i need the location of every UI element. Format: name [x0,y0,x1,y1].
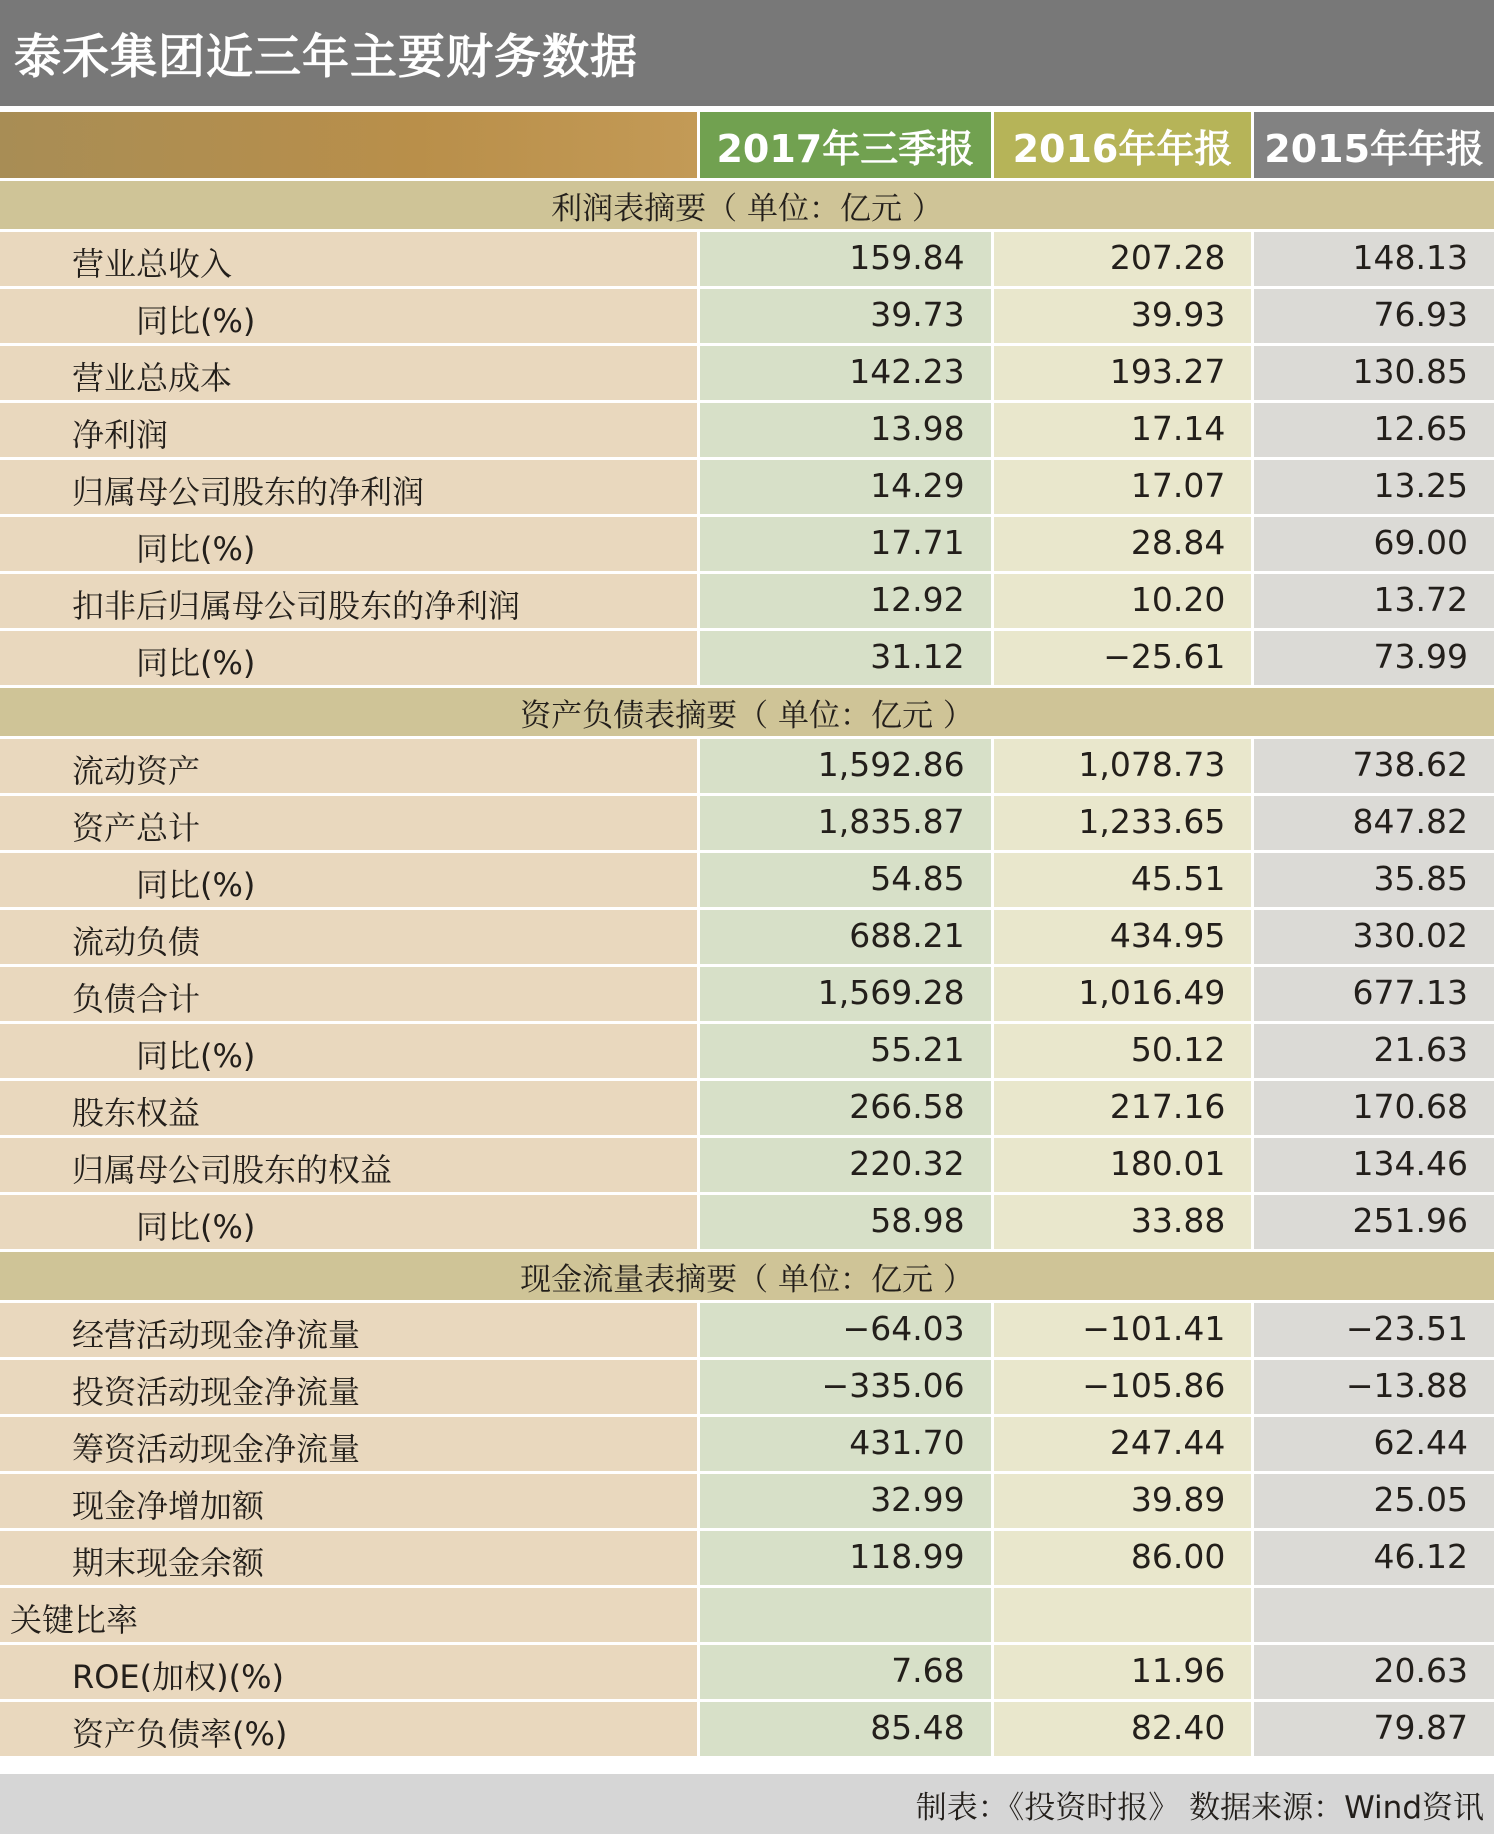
table-row [0,289,1494,343]
value-2017q3 [700,1588,991,1642]
row-label: 同比(%) [0,853,697,907]
value-2016: 17.07 [994,460,1252,514]
value-2017q3: 1,835.87 [700,796,991,850]
value-2016: 82.40 [994,1702,1252,1756]
table-row [0,1195,1494,1249]
table-row [0,1474,1494,1528]
value-2015: 847.82 [1254,796,1494,850]
row-label: 关键比率 [0,1588,697,1642]
table-row [0,910,1494,964]
row-label: 经营活动现金净流量 [0,1303,697,1357]
table-row [0,460,1494,514]
table-row [0,1081,1494,1135]
value-2015: 12.65 [1254,403,1494,457]
row-label: 营业总收入 [0,232,697,286]
value-2017q3: 58.98 [700,1195,991,1249]
row-label: 同比(%) [0,517,697,571]
value-2015: 79.87 [1254,1702,1494,1756]
value-2016: 247.44 [994,1417,1252,1471]
table-row [0,1024,1494,1078]
row-label: 筹资活动现金净流量 [0,1417,697,1471]
value-2016: 39.89 [994,1474,1252,1528]
row-label: 同比(%) [0,631,697,685]
value-2017q3: 159.84 [700,232,991,286]
value-2015: 21.63 [1254,1024,1494,1078]
value-2017q3: 7.68 [700,1645,991,1699]
table-row [0,517,1494,571]
row-label: 同比(%) [0,1195,697,1249]
value-2015: 76.93 [1254,289,1494,343]
value-2016: −105.86 [994,1360,1252,1414]
value-2015: 134.46 [1254,1138,1494,1192]
value-2015: 20.63 [1254,1645,1494,1699]
financial-table [0,112,1494,1759]
value-2015: −23.51 [1254,1303,1494,1357]
row-label: 负债合计 [0,967,697,1021]
value-2016 [994,1588,1252,1642]
value-2016: 1,078.73 [994,739,1252,793]
table-row [0,1702,1494,1756]
row-label: 归属母公司股东的净利润 [0,460,697,514]
table-row [0,1360,1494,1414]
value-2015 [1254,1588,1494,1642]
section-header: 利润表摘要（ 单位：亿元 ） [0,181,1494,229]
column-header-2015: 2015年年报 [1254,112,1494,178]
value-2016: 1,233.65 [994,796,1252,850]
value-2017q3: 220.32 [700,1138,991,1192]
row-label: 投资活动现金净流量 [0,1360,697,1414]
value-2015: 148.13 [1254,232,1494,286]
value-2015: −13.88 [1254,1360,1494,1414]
page-title: 泰禾集团近三年主要财务数据 [14,29,638,85]
table-row [0,796,1494,850]
value-2017q3: 688.21 [700,910,991,964]
value-2016: 10.20 [994,574,1252,628]
value-2016: 86.00 [994,1531,1252,1585]
table-header-row [0,112,1494,178]
row-label: 净利润 [0,403,697,457]
value-2016: 434.95 [994,910,1252,964]
column-header-2016: 2016年年报 [994,112,1252,178]
value-2017q3: 55.21 [700,1024,991,1078]
table-row [0,1138,1494,1192]
table-row [0,574,1494,628]
value-2015: 35.85 [1254,853,1494,907]
value-2016: 180.01 [994,1138,1252,1192]
table-row [0,1531,1494,1585]
value-2016: 33.88 [994,1195,1252,1249]
value-2016: 17.14 [994,403,1252,457]
value-2017q3: −64.03 [700,1303,991,1357]
row-label: ROE(加权)(%) [0,1645,697,1699]
table-row [0,1588,1494,1642]
row-label: 扣非后归属母公司股东的净利润 [0,574,697,628]
value-2016: 1,016.49 [994,967,1252,1021]
value-2016: 45.51 [994,853,1252,907]
table-row [0,967,1494,1021]
table-row [0,346,1494,400]
value-2017q3: 85.48 [700,1702,991,1756]
table-row [0,232,1494,286]
value-2015: 73.99 [1254,631,1494,685]
table-row [0,1417,1494,1471]
row-label: 营业总成本 [0,346,697,400]
value-2015: 25.05 [1254,1474,1494,1528]
value-2016: 50.12 [994,1024,1252,1078]
value-2017q3: 32.99 [700,1474,991,1528]
value-2015: 251.96 [1254,1195,1494,1249]
value-2017q3: 118.99 [700,1531,991,1585]
value-2017q3: −335.06 [700,1360,991,1414]
row-label: 现金净增加额 [0,1474,697,1528]
value-2017q3: 17.71 [700,517,991,571]
value-2017q3: 266.58 [700,1081,991,1135]
table-row [0,739,1494,793]
value-2017q3: 31.12 [700,631,991,685]
table-row [0,1645,1494,1699]
section-header: 资产负债表摘要（ 单位：亿元 ） [0,688,1494,736]
row-label: 资产总计 [0,796,697,850]
source-footer: 制表：《投资时报》 数据来源：Wind资讯 [0,1774,1494,1834]
section-header: 现金流量表摘要（ 单位：亿元 ） [0,1252,1494,1300]
value-2015: 130.85 [1254,346,1494,400]
column-header-2017q3: 2017年三季报 [700,112,991,178]
value-2015: 62.44 [1254,1417,1494,1471]
value-2015: 46.12 [1254,1531,1494,1585]
value-2017q3: 1,592.86 [700,739,991,793]
value-2015: 69.00 [1254,517,1494,571]
value-2017q3: 39.73 [700,289,991,343]
value-2017q3: 54.85 [700,853,991,907]
value-2016: 28.84 [994,517,1252,571]
title-bar [0,0,1494,106]
row-label: 同比(%) [0,289,697,343]
value-2017q3: 142.23 [700,346,991,400]
value-2016: 193.27 [994,346,1252,400]
row-label: 股东权益 [0,1081,697,1135]
value-2017q3: 431.70 [700,1417,991,1471]
header-label-cell [0,112,697,178]
value-2015: 330.02 [1254,910,1494,964]
row-label: 期末现金余额 [0,1531,697,1585]
value-2015: 13.72 [1254,574,1494,628]
value-2015: 13.25 [1254,460,1494,514]
row-label: 资产负债率(%) [0,1702,697,1756]
row-label: 归属母公司股东的权益 [0,1138,697,1192]
value-2016: 11.96 [994,1645,1252,1699]
value-2017q3: 14.29 [700,460,991,514]
value-2016: −25.61 [994,631,1252,685]
value-2015: 170.68 [1254,1081,1494,1135]
table-row [0,1303,1494,1357]
value-2016: 39.93 [994,289,1252,343]
row-label: 同比(%) [0,1024,697,1078]
row-label: 流动资产 [0,739,697,793]
value-2016: 207.28 [994,232,1252,286]
table-row [0,631,1494,685]
table-row [0,403,1494,457]
table-row [0,853,1494,907]
row-label: 流动负债 [0,910,697,964]
value-2017q3: 12.92 [700,574,991,628]
value-2016: −101.41 [994,1303,1252,1357]
value-2015: 738.62 [1254,739,1494,793]
value-2017q3: 13.98 [700,403,991,457]
value-2016: 217.16 [994,1081,1252,1135]
value-2015: 677.13 [1254,967,1494,1021]
value-2017q3: 1,569.28 [700,967,991,1021]
